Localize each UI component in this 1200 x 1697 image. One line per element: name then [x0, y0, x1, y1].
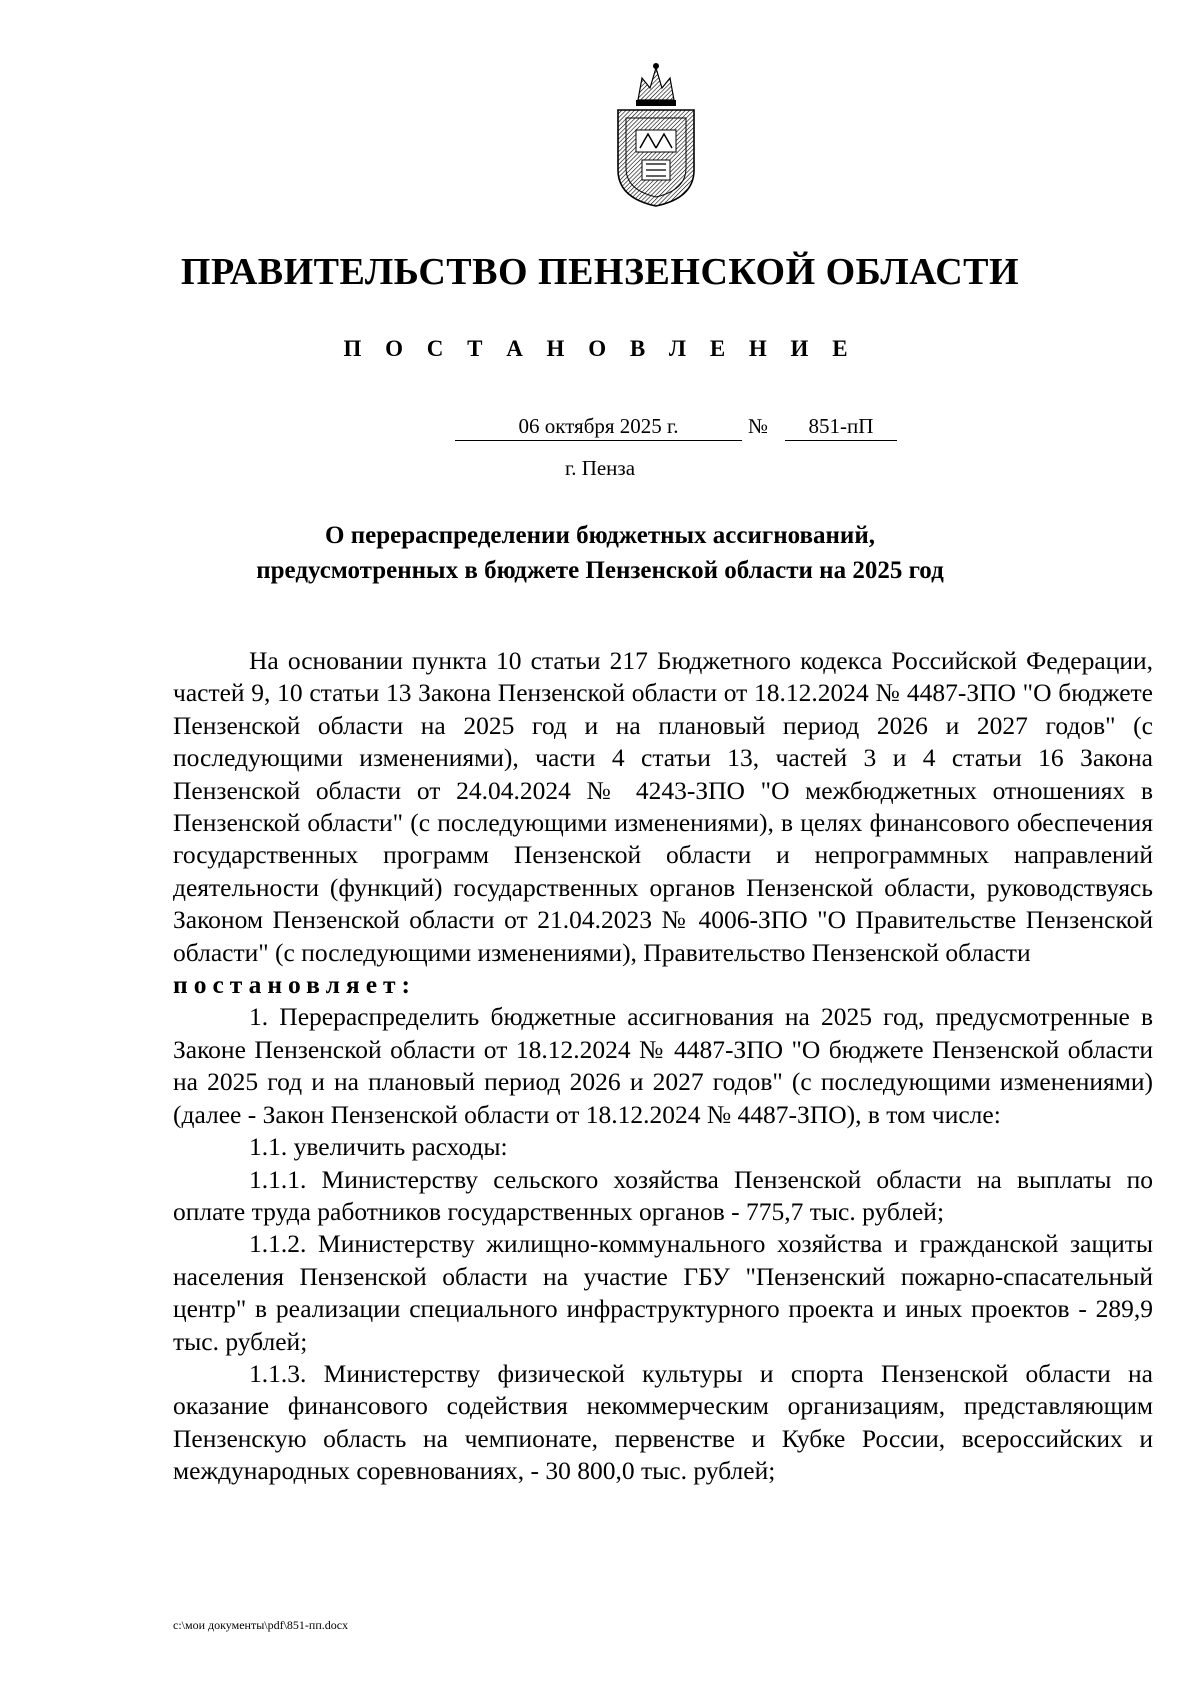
- clause-1-1: 1.1. увеличить расходы:: [249, 1132, 508, 1162]
- decree-word: постановляет:: [173, 970, 417, 1000]
- decree-paragraph: [173, 969, 1153, 1001]
- document-date: 06 октября 2025 г.: [455, 412, 742, 441]
- document-number: 851-пП: [785, 412, 897, 441]
- document-city: г. Пенза: [564, 456, 636, 480]
- clause-1-1-1: 1.1.1. Министерству сельского хозяйства Пензенской области на выплаты по оплате труда работников государственных органов - 775,7 тыс. рублей;: [173, 1164, 1153, 1226]
- subject-line-1: О перераспределении бюджетных ассигнований,: [325, 522, 875, 549]
- clause-1: 1. Перераспределить бюджетные ассигнования на 2025 год, предусмотренные в Законе Пензенской области от 18.12.2024 № 4487-ЗПО "О бюджете Пензенской области на 2025 год и на плановый период 2026 и 2027 годов" (с последующими изменениями) (далее - Закон Пензенской области от 18.12.2024 № 4487-ЗПО), в том числе:: [173, 1002, 1153, 1129]
- date-number-line: [0, 412, 1200, 442]
- clause-1-1-3: 1.1.3. Министерству физической культуры и спорта Пензенской области на оказание финансового содействия некоммерческим организациям, представляющим Пензенскую область на чемпионате, первенстве и Кубке России, всероссийских и международных соревнованиях, - 30 800,0 тыс. рублей;: [173, 1358, 1153, 1486]
- number-sign: №: [748, 414, 769, 438]
- document-type: П О С Т А Н О В Л Е Н И Е: [343, 336, 857, 361]
- clause-1-1-2: 1.1.2. Министерству жилищно-коммунального хозяйства и гражданской защиты населения Пензенской области на участие ГБУ "Пензенский пожарно-спасательный центр" в реализации специального инфраструктурного проекта и иных проектов - 289,9 тыс. рублей;: [173, 1229, 1153, 1356]
- subject-line-2: предусмотренных в бюджете Пензенской области на 2025 год: [256, 557, 944, 584]
- file-path-footer: c:\мои документы\pdf\851-пп.docx: [173, 1618, 349, 1632]
- coat-of-arms-emblem: [608, 60, 704, 210]
- preamble-paragraph: На основании пункта 10 статьи 217 Бюджетного кодекса Российской Федерации, частей 9, 10 статьи 13 Закона Пензенской области от 18.12.2024 № 4487-ЗПО "О бюджете Пензенской области на 2025 год и на плановый период 2026 и 2027 годов" (с последующими изменениями), части 4 статьи 13, частей 3 и 4 статьи 16 Закона Пензенской области от 24.04.2024 № 4243-ЗПО "О межбюджетных отношениях в Пензенской области" (с последующими изменениями), в целях финансового обеспечения государственных программ Пензенской области и непрограммных направлений деятельности (функций) государственных органов Пензенской области, руководствуясь Законом Пензенской области от 21.04.2023 № 4006-ЗПО "О Правительстве Пензенской области" (с последующими изменениями), Правительство Пензенской области: [173, 646, 1153, 967]
- government-title: ПРАВИТЕЛЬСТВО ПЕНЗЕНСКОЙ ОБЛАСТИ: [180, 251, 1020, 293]
- document-subject: [0, 518, 1200, 588]
- document-body: [173, 645, 1153, 1488]
